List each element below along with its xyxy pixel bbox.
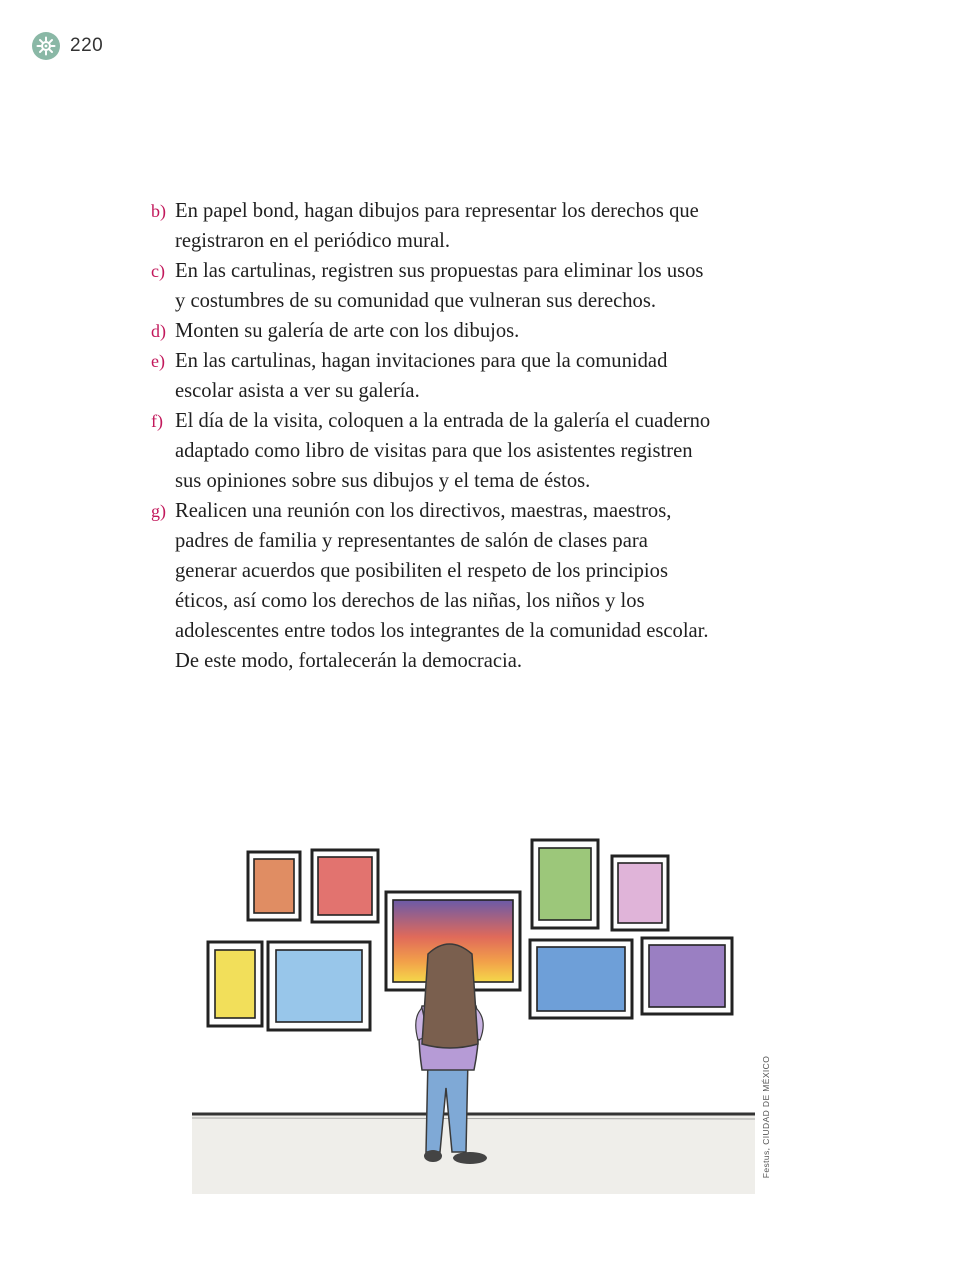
- item-marker: c): [151, 261, 165, 281]
- frame-red: [312, 850, 378, 922]
- list-item: [151, 196, 711, 256]
- frame-blue: [530, 940, 632, 1018]
- item-text: Monten su galería de arte con los dibujos.: [175, 320, 520, 342]
- gallery-illustration: [190, 830, 760, 1200]
- item-marker: b): [151, 201, 166, 221]
- list-item: [151, 346, 711, 406]
- item-marker: f): [151, 411, 163, 431]
- list-item: [151, 316, 711, 346]
- item-marker: e): [151, 351, 165, 371]
- list-item: [151, 256, 711, 316]
- item-marker: g): [151, 501, 166, 521]
- item-text: En las cartulinas, registren sus propuestas para eliminar los usos y costumbres de su comunidad que vulneran sus derechos.: [175, 260, 704, 312]
- frame-purple: [642, 938, 732, 1014]
- page-number: 220: [70, 35, 104, 56]
- frame-green: [532, 840, 598, 928]
- item-text: El día de la visita, coloquen a la entrada de la galería el cuaderno adaptado como libro de visitas para que los asistentes registren sus opiniones sobre sus dibujos y el tema de éstos.: [175, 410, 711, 492]
- item-text: En papel bond, hagan dibujos para representar los derechos que registraron en el periódico mural.: [175, 200, 699, 252]
- item-text: Realicen una reunión con los directivos, maestras, maestros, padres de familia y representantes de salón de clases para generar acuerdos que posibiliten el respeto de los principios éticos, así como los derechos de las niñas, los niños y los adolescentes entre todos los integrantes de la comunidad escolar. De este modo, fortalecerán la democracia.: [175, 500, 709, 672]
- sun-gear-icon: [36, 36, 56, 56]
- list-item: [151, 496, 711, 676]
- frame-light-blue: [268, 942, 370, 1030]
- activity-steps-list: [151, 196, 711, 676]
- section-badge: [32, 32, 60, 60]
- item-text: En las cartulinas, hagan invitaciones para que la comunidad escolar asista a ver su galería.: [175, 350, 668, 402]
- page-header: [32, 30, 103, 62]
- credit-text: Festus, CIUDAD DE MÉXICO: [761, 1055, 771, 1179]
- frame-orange: [248, 852, 300, 920]
- item-marker: d): [151, 321, 166, 341]
- illustration-credit: [758, 1055, 774, 1179]
- list-item: [151, 406, 711, 496]
- frame-yellow: [208, 942, 262, 1026]
- frame-pink: [612, 856, 668, 930]
